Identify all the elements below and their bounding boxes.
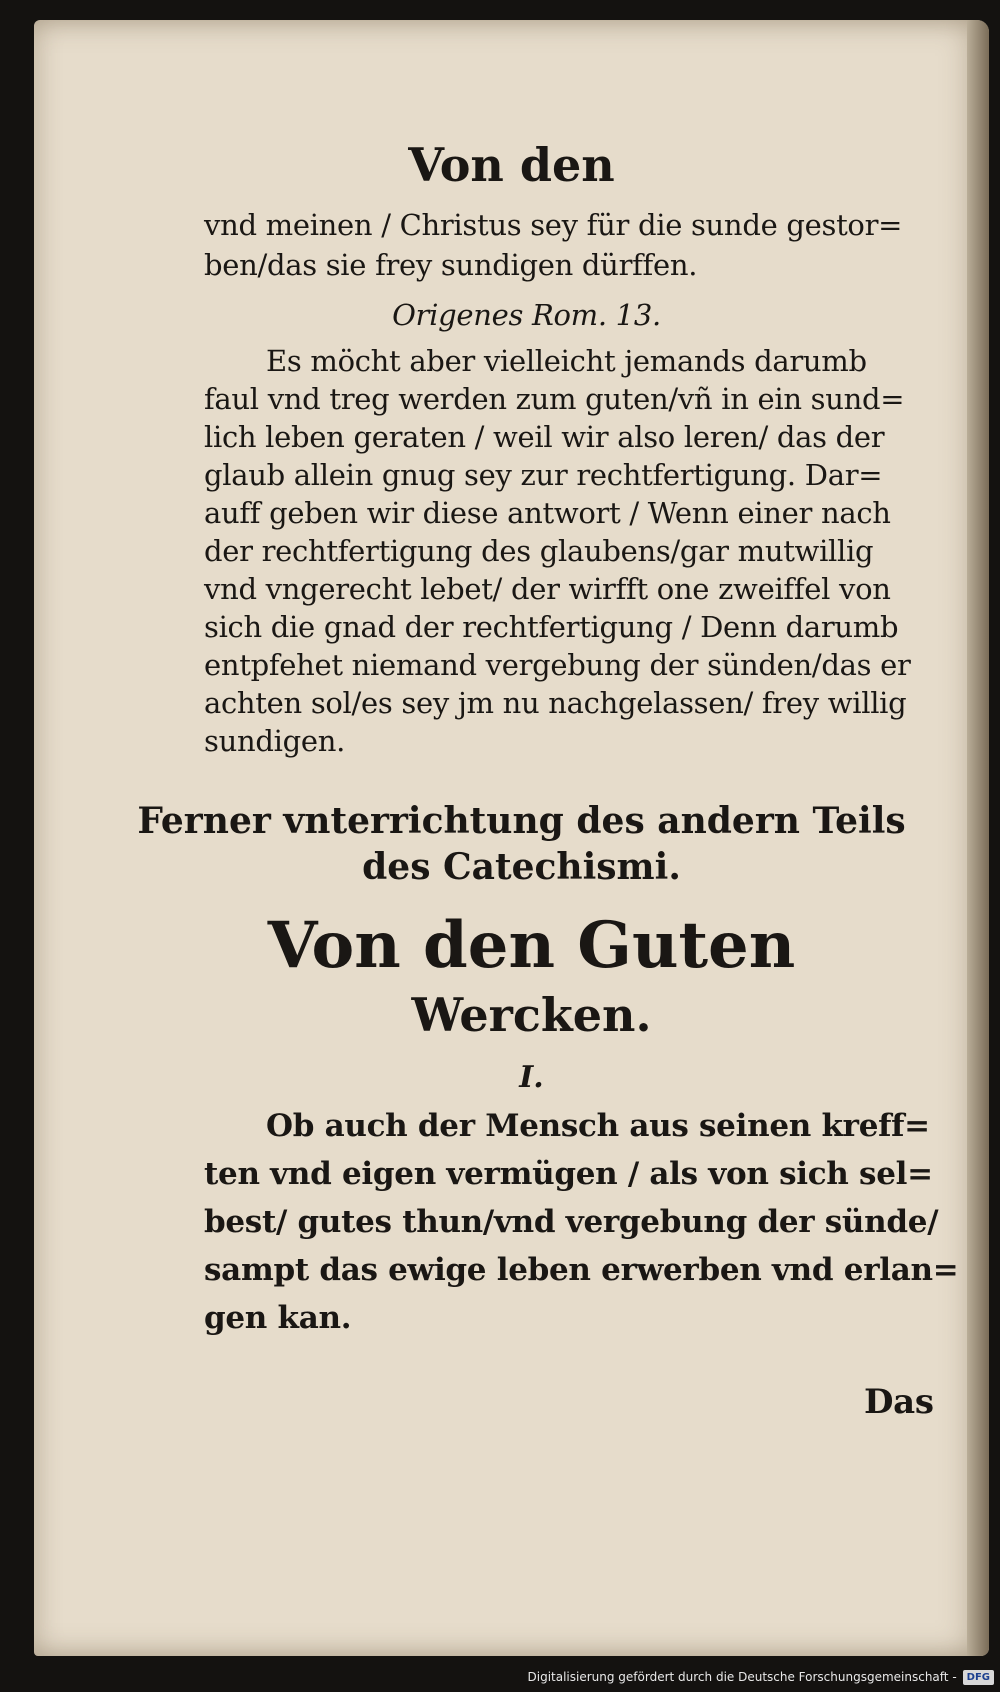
credit-text: Digitalisierung gefördert durch die Deutsche Forschungsgemeinschaft - <box>527 1670 957 1684</box>
origenes-line-8: sich die gnad der rechtfertigung / Denn darumb <box>204 610 899 644</box>
section-heading-line-2: des Catechismi. <box>362 846 681 888</box>
question-line-3: best/ gutes thun/vnd vergebung der sünde/ <box>204 1204 939 1240</box>
origenes-line-3: lich leben geraten / weil wir also leren/ das der <box>204 420 885 454</box>
origenes-line-5: auff geben wir diese antwort / Wenn einer nach <box>204 496 891 530</box>
chapter-title-line-2: Wercken. <box>411 988 652 1042</box>
dfg-logo: DFG <box>963 1670 994 1685</box>
book-page <box>34 20 989 1656</box>
running-head: Von den <box>408 138 615 192</box>
origenes-line-2: faul vnd treg werden zum guten/vñ in ein sund= <box>204 382 905 416</box>
origenes-line-11: sundigen. <box>204 724 345 758</box>
continuation-line-1: vnd meinen / Christus sey für die sunde gestor= <box>204 208 903 242</box>
question-number: I. <box>519 1060 544 1095</box>
question-line-2: ten vnd eigen vermügen / als von sich sel= <box>204 1156 933 1192</box>
question-line-5: gen kan. <box>204 1300 352 1336</box>
origenes-line-9: entpfehet niemand vergebung der sünden/das er <box>204 648 911 682</box>
continuation-line-2: ben/das sie frey sundigen dürffen. <box>204 248 698 282</box>
catchword: Das <box>864 1382 934 1422</box>
section-heading-line-1: Ferner vnterrichtung des andern Teils <box>137 800 906 842</box>
chapter-title-line-1: Von den Guten <box>267 908 796 983</box>
origenes-line-6: der rechtfertigung des glaubens/gar mutwillig <box>204 534 874 568</box>
origenes-line-4: glaub allein gnug sey zur rechtfertigung. Dar= <box>204 458 883 492</box>
citation: Origenes Rom. 13. <box>392 298 661 332</box>
digitization-credit <box>528 1666 995 1688</box>
origenes-line-7: vnd vngerecht lebet/ der wirfft one zweiffel von <box>204 572 891 606</box>
origenes-line-1: Es möcht aber vielleicht jemands darumb <box>266 344 867 378</box>
origenes-line-10: achten sol/es sey jm nu nachgelassen/ frey willig <box>204 686 907 720</box>
question-line-1: Ob auch der Mensch aus seinen kreff= <box>266 1108 930 1144</box>
question-line-4: sampt das ewige leben erwerben vnd erlan= <box>204 1252 959 1288</box>
